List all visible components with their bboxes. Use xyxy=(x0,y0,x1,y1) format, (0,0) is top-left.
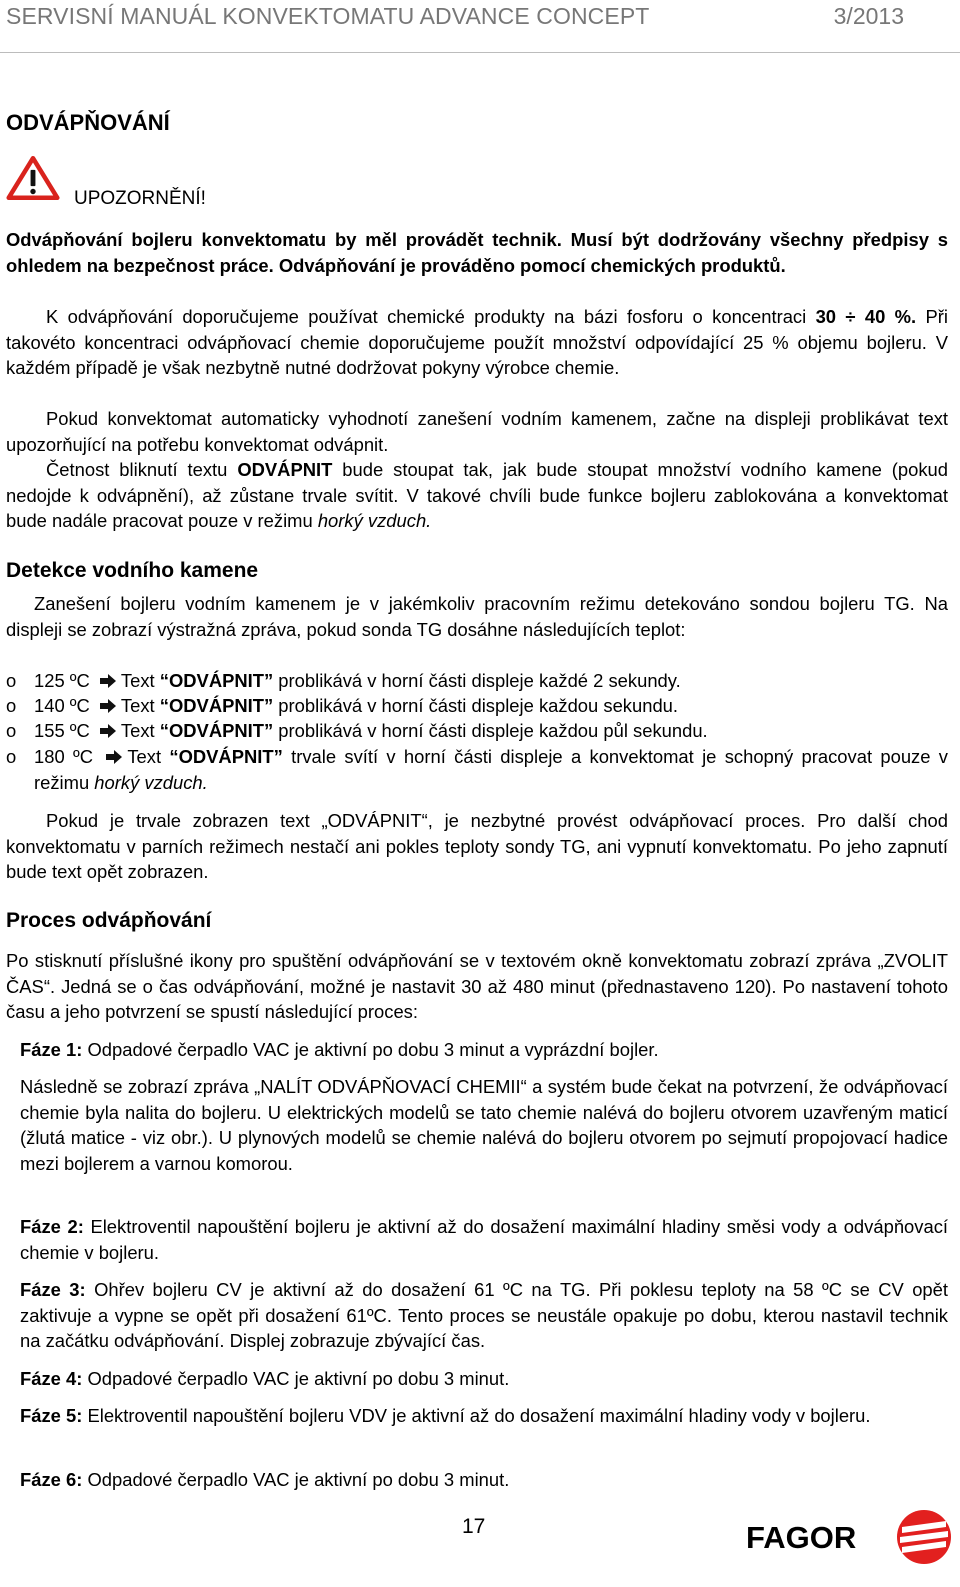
phase-4: Fáze 4: Odpadové čerpadlo VAC je aktivní po dobu 3 minut. xyxy=(20,1368,510,1389)
warning-paragraph-display: Pokud konvektomat automaticky vyhodnotí zanešení vodním kamenem, začne na displeji problikávat text upozorňující na potřebu konvektomat odvápnit. xyxy=(6,408,948,455)
section-heading: ODVÁPŇOVÁNÍ xyxy=(6,110,170,135)
page-header xyxy=(0,0,960,53)
phase-1: Fáze 1: Odpadové čerpadlo VAC je aktivní po dobu 3 minut a vyprázdní bojler. xyxy=(20,1039,659,1060)
page-number: 17 xyxy=(462,1515,486,1538)
detection-heading: Detekce vodního kamene xyxy=(6,559,259,582)
warning-triangle-icon xyxy=(6,155,60,201)
process-heading: Proces odvápňování xyxy=(6,909,212,932)
phase-3: Fáze 3: Ohřev bojleru CV je aktivní až do dosažení 61 ºC na TG. Při poklesu teploty na 58 ºC se CV opět zaktivuje a vypne se opět při dosažení 61ºC. Tento proces se neustále opakuje po dobu, kterou nastavil technik na začátku odvápňování. Displej zobrazuje zbývající čas. xyxy=(20,1279,948,1351)
logo-text: FAGOR xyxy=(746,1520,857,1555)
process-intro: Po stisknutí příslušné ikony pro spuštění odvápňování se v textovém okně konvektomatu zobrazí zpráva „ZVOLIT ČAS“. Jedná se o čas odvápňování, možné je nastavit 30 až 480 minut (přednastaveno 120). Po nastavení tohoto času a jeho potvrzení se spustí následující proces: xyxy=(6,950,948,1022)
warning-paragraph-concentration: K odvápňování doporučujeme používat chemické produkty na bázi fosforu o koncentraci 30 ÷ 40 %. Při takovéto koncentraci odvápňovací chemie doporučujeme použít množství odpovídající 25 % objemu bojleru. V každém případě je však nezbytně nutné dodržovat pokyny výrobce chemie. xyxy=(6,306,948,378)
warning-paragraph-frequency: Četnost bliknutí textu ODVÁPNIT bude stoupat tak, jak bude stoupat množství vodního kamene (pokud nedojde k odvápnění), až zůstane trvale svítit. V takové chvíli bude funkce bojleru zablokována a konvektomat bude nadále pracovat pouze v režimu horký vzduch. xyxy=(6,459,948,531)
arrow-right-icon xyxy=(99,723,117,739)
arrow-right-icon xyxy=(99,698,117,714)
detection-intro: Zanešení bojleru vodním kamenem je v jakémkoliv pracovním režimu detekováno sondou bojleru TG. Na displeji se zobrazí výstražná zpráva, pokud sonda TG dosáhne následujících teplot: xyxy=(6,593,948,640)
phase-2: Fáze 2: Elektroventil napouštění bojleru je aktivní až do dosažení maximální hladiny směsi vody a odvápňovací chemie v bojleru. xyxy=(20,1216,948,1263)
header-title: SERVISNÍ MANUÁL KONVEKTOMATU ADVANCE CONCEPT xyxy=(6,3,650,29)
detection-note: Pokud je trvale zobrazen text „ODVÁPNIT“, je nezbytné provést odvápňovací proces. Pro další chod konvektomatu v parních režimech nestačí ani pokles teploty sondy TG, ani vypnutí konvektomatu. Po jeho zapnutí bude text opět zobrazen. xyxy=(6,810,948,882)
fagor-logo-icon xyxy=(746,1508,952,1566)
phase-6: Fáze 6: Odpadové čerpadlo VAC je aktivní po dobu 3 minut. xyxy=(20,1469,510,1490)
arrow-right-icon xyxy=(105,749,123,765)
phase-chemistry-note: Následně se zobrazí zpráva „NALÍT ODVÁPŇOVACÍ CHEMII“ a systém bude čekat na potvrzení, že odvápňovací chemie byla nalita do bojleru. U elektrických modelů se tato chemie nalévá do bojleru otvorem uzavřeným maticí (žlutá matice - viz obr.). U plynových modelů se chemie nalévá do bojleru otvorem po sejmutí propojovací hadice mezi bojlerem a varnou komorou. xyxy=(20,1076,948,1174)
warning-label: UPOZORNĚNÍ! xyxy=(74,188,206,209)
warning-bold-paragraph: Odvápňování bojleru konvektomatu by měl provádět technik. Musí být dodržovány všechny předpisy s ohledem na bezpečnost práce. Odvápňování je prováděno pomocí chemických produktů. xyxy=(6,229,948,276)
header-date: 3/2013 xyxy=(833,3,904,29)
phase-5: Fáze 5: Elektroventil napouštění bojleru VDV je aktivní až do dosažení maximální hladiny vody v bojleru. xyxy=(20,1405,871,1426)
arrow-right-icon xyxy=(99,673,117,689)
